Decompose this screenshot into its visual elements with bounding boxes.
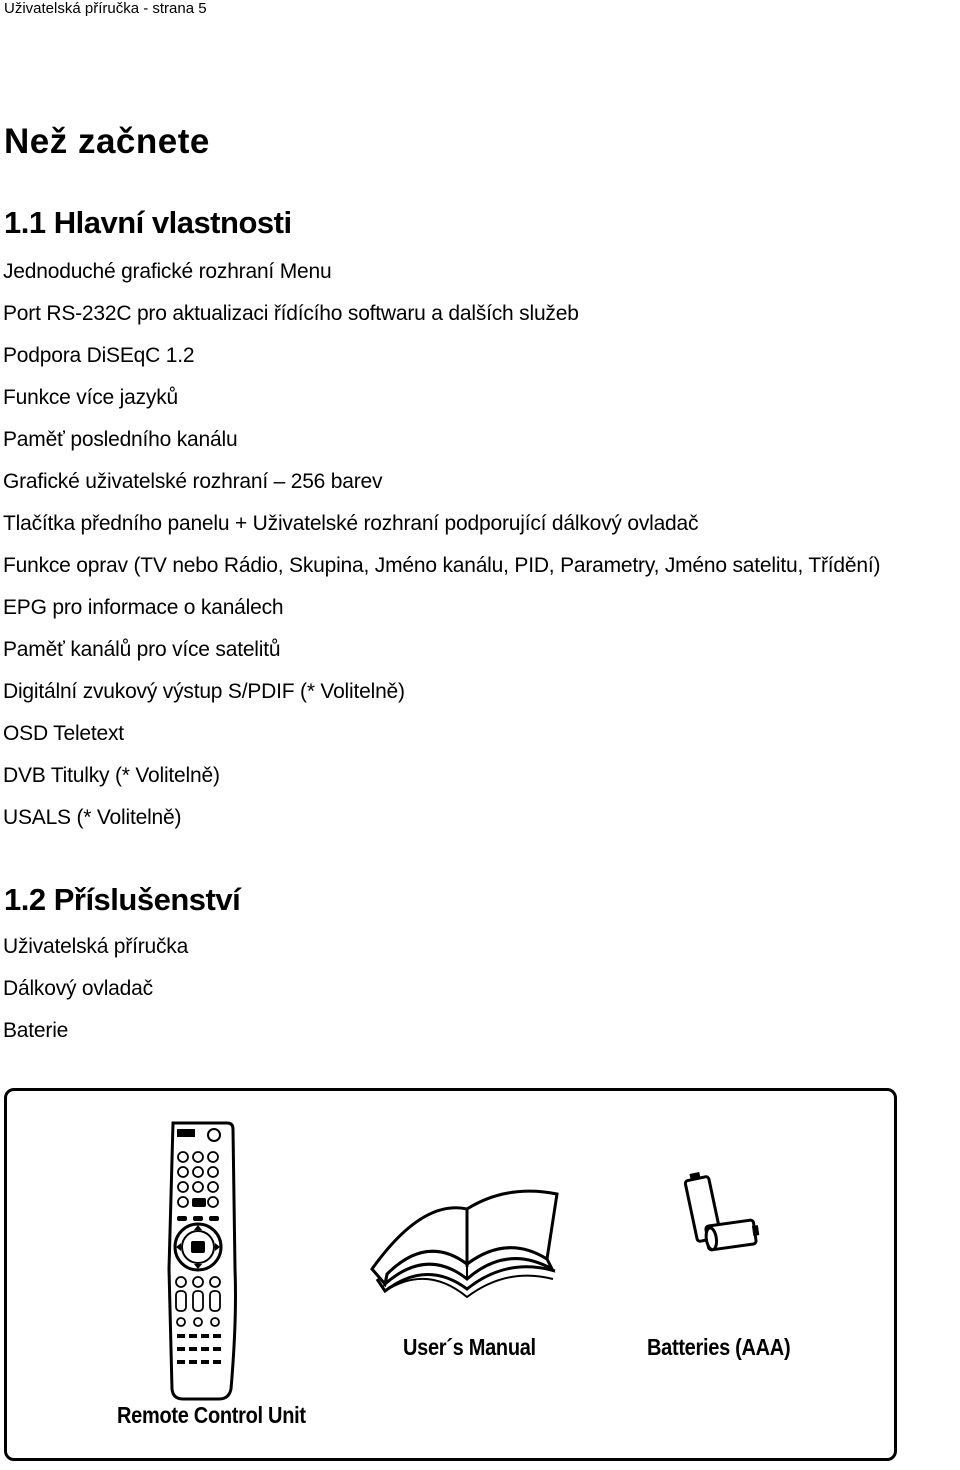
- list-item: Digitální zvukový výstup S/PDIF (* Volitelně): [3, 680, 405, 703]
- list-item: EPG pro informace o kanálech: [3, 596, 284, 619]
- page-header: Uživatelská příručka - strana 5: [4, 0, 207, 17]
- features-list: [3, 251, 880, 839]
- list-item: DVB Titulky (* Volitelně): [3, 764, 220, 787]
- list-item: Paměť kanálů pro více satelitů: [3, 638, 281, 661]
- list-item: Funkce oprav (TV nebo Rádio, Skupina, Jméno kanálu, PID, Parametry, Jméno satelitu, Třídění): [3, 554, 881, 577]
- list-item: Grafické uživatelské rozhraní – 256 barev: [3, 470, 383, 493]
- remote-control-icon: [167, 1119, 247, 1404]
- list-item: USALS (* Volitelně): [3, 806, 182, 829]
- list-item: Port RS-232C pro aktualizaci řídícího softwaru a dalších služeb: [3, 302, 579, 325]
- list-item: Podpora DiSEqC 1.2: [3, 344, 195, 367]
- list-item: Tlačítka předního panelu + Uživatelské rozhraní podporující dálkový ovladač: [3, 512, 699, 535]
- list-item: Uživatelská příručka: [3, 935, 189, 958]
- page-title: Než začnete: [4, 122, 210, 161]
- list-item: Baterie: [3, 1019, 69, 1042]
- list-item: Paměť posledního kanálu: [3, 428, 238, 451]
- accessories-list: [3, 926, 188, 1052]
- list-item: Jednoduché grafické rozhraní Menu: [3, 260, 332, 283]
- manual-caption: User´s Manual: [403, 1335, 536, 1361]
- manual-book-icon: [367, 1179, 567, 1319]
- accessories-heading: 1.2 Příslušenství: [4, 882, 241, 917]
- accessories-illustration: [4, 1088, 897, 1461]
- remote-caption: Remote Control Unit: [117, 1403, 306, 1429]
- list-item: OSD Teletext: [3, 722, 124, 745]
- list-item: Dálkový ovladač: [3, 977, 153, 1000]
- batteries-icon: [683, 1163, 763, 1273]
- list-item: Funkce více jazyků: [3, 386, 178, 409]
- batteries-caption: Batteries (AAA): [647, 1335, 791, 1361]
- features-heading: 1.1 Hlavní vlastnosti: [4, 205, 292, 240]
